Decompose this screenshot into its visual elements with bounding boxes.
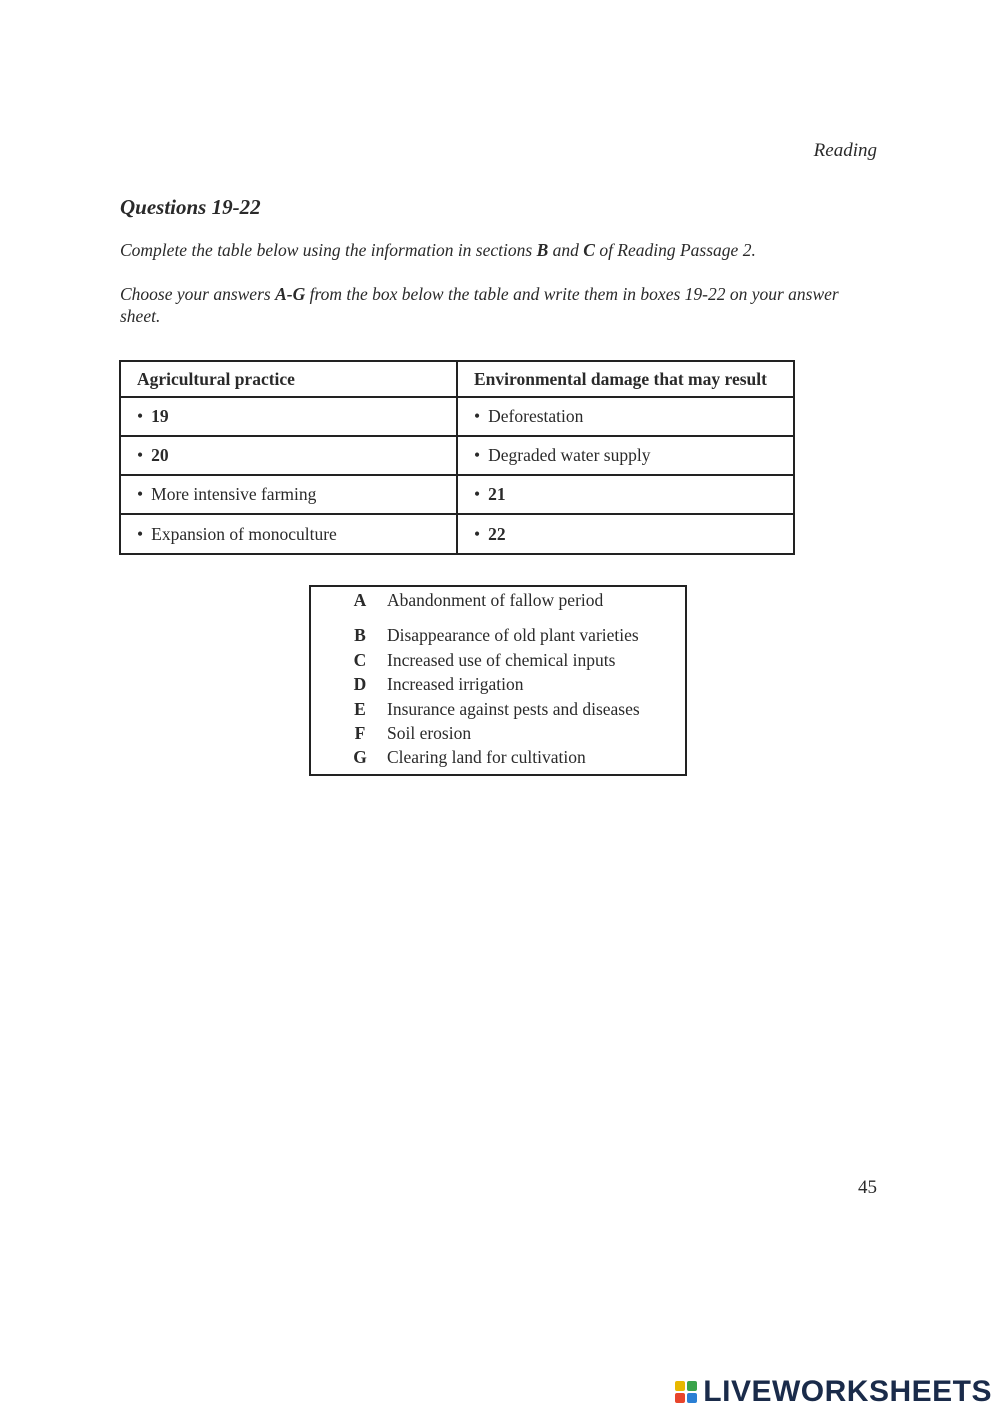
practice-text: Expansion of monoculture bbox=[151, 523, 337, 544]
practice-cell bbox=[120, 475, 457, 514]
answer-options-box bbox=[309, 585, 687, 776]
answer-blank-21[interactable]: 21 bbox=[488, 484, 506, 504]
option-letter: B bbox=[354, 625, 366, 645]
practice-cell bbox=[120, 514, 457, 554]
answer-blank-19[interactable]: 19 bbox=[151, 406, 169, 426]
table-header-row bbox=[120, 361, 794, 397]
practice-cell[interactable] bbox=[120, 397, 457, 436]
answer-blank-22[interactable]: 22 bbox=[488, 523, 506, 544]
option-letter: F bbox=[354, 723, 366, 743]
option-text: Clearing land for cultivation bbox=[387, 747, 586, 767]
bullet: • bbox=[474, 406, 481, 426]
practice-cell[interactable] bbox=[120, 436, 457, 475]
option-text: Insurance against pests and diseases bbox=[387, 699, 640, 719]
table-row bbox=[120, 397, 794, 436]
damage-cell bbox=[457, 436, 794, 475]
practice-damage-table bbox=[119, 360, 795, 555]
bullet: • bbox=[474, 484, 481, 504]
damage-text: Deforestation bbox=[488, 406, 584, 426]
bullet: • bbox=[474, 523, 481, 544]
damage-cell[interactable] bbox=[457, 514, 794, 554]
liveworksheets-logo[interactable] bbox=[675, 1375, 992, 1409]
logo-square-blue bbox=[687, 1393, 697, 1403]
page-number: 45 bbox=[858, 1177, 877, 1198]
answer-blank-20[interactable]: 20 bbox=[151, 445, 169, 465]
option-text: Soil erosion bbox=[387, 723, 472, 743]
option-text: Abandonment of fallow period bbox=[387, 590, 604, 610]
table-row bbox=[120, 475, 794, 514]
logo-square-red bbox=[675, 1393, 685, 1403]
brand-name: LIVEWORKSHEETS bbox=[703, 1375, 992, 1408]
logo-square-yellow bbox=[675, 1381, 685, 1391]
bullet: • bbox=[137, 523, 144, 544]
bullet: • bbox=[137, 406, 144, 426]
damage-cell[interactable] bbox=[457, 475, 794, 514]
logo-square-green bbox=[687, 1381, 697, 1391]
option-text: Increased irrigation bbox=[387, 674, 524, 694]
damage-text: Degraded water supply bbox=[488, 445, 651, 465]
header-environmental-damage: Environmental damage that may result bbox=[457, 361, 794, 397]
instruction-complete-table: Complete the table below using the information in sections B and C of Reading Passage 2. bbox=[120, 240, 756, 260]
bullet: • bbox=[137, 484, 144, 504]
table-row bbox=[120, 436, 794, 475]
option-text: Disappearance of old plant varieties bbox=[387, 625, 639, 645]
instruction-choose-answers: Choose your answers A-G from the box below the table and write them in boxes 19-22 on your answer sheet. bbox=[120, 284, 839, 326]
bullet: • bbox=[474, 445, 481, 465]
damage-cell bbox=[457, 397, 794, 436]
option-letter: G bbox=[353, 747, 367, 767]
option-letter: D bbox=[353, 674, 367, 694]
option-letter: A bbox=[353, 590, 367, 610]
practice-text: More intensive farming bbox=[151, 484, 317, 504]
table-row bbox=[120, 514, 794, 554]
section-label: Reading bbox=[813, 140, 877, 161]
liveworksheets-icon bbox=[675, 1381, 697, 1403]
option-text: Increased use of chemical inputs bbox=[387, 650, 616, 670]
option-letter: C bbox=[353, 650, 367, 670]
bullet: • bbox=[137, 445, 144, 465]
questions-title: Questions 19-22 bbox=[120, 195, 261, 219]
header-agricultural-practice: Agricultural practice bbox=[120, 361, 457, 397]
option-letter: E bbox=[354, 699, 366, 719]
